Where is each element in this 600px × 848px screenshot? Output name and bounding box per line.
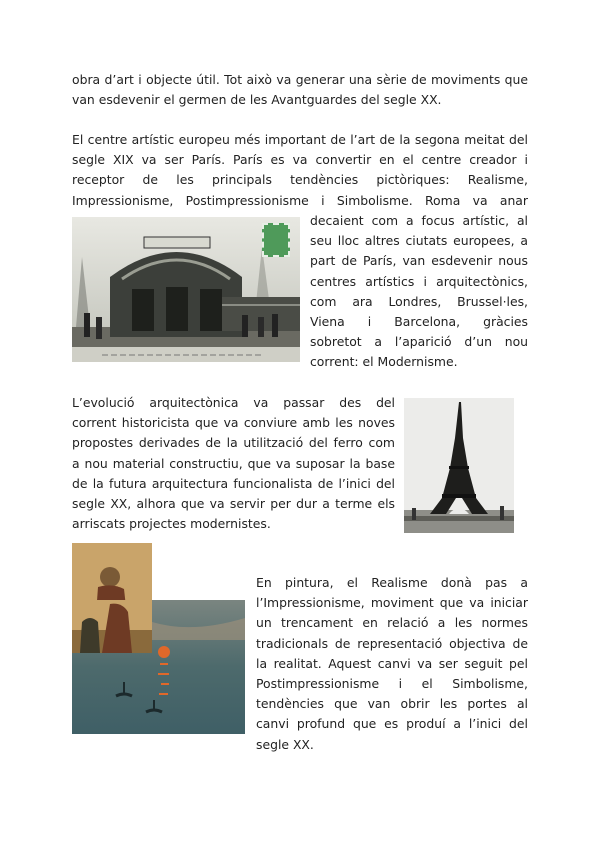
text-line: van esdevenir el germen de les Avantguardes del segle XX. bbox=[72, 92, 442, 108]
text-line: segle XIX va ser París. París es va convertir en el centre creador i bbox=[72, 152, 528, 168]
text-line: la realitat. Aquest canvi va ser seguit pel bbox=[256, 655, 528, 671]
impression-sunrise-painting bbox=[72, 600, 245, 734]
eiffel-tower-photo bbox=[404, 398, 514, 533]
metro-entrance-photo bbox=[72, 217, 300, 362]
text-line: l’Impressionisme, moviment que va iniciar bbox=[256, 595, 528, 611]
paragraph-2-side bbox=[310, 211, 528, 373]
text-line: Viena i Barcelona, gràcies bbox=[310, 314, 528, 330]
text-line: seu lloc altres ciutats europees, a bbox=[310, 233, 528, 249]
paragraph-2 bbox=[72, 130, 528, 211]
text-line: Postimpressionisme i el Simbolisme, bbox=[256, 676, 528, 692]
text-line: com ara Londres, Brussel·les, bbox=[310, 293, 528, 309]
text-line: canvi profund que es produí a l’inici del bbox=[256, 716, 528, 732]
text-line: sobretot a l’aparició d’un nou bbox=[310, 334, 528, 350]
text-line: de la futura arquitectura funcionalista de l’inici del bbox=[72, 475, 395, 491]
text-line: un trencament en relació a les normes bbox=[256, 615, 528, 631]
postage-stamp bbox=[262, 223, 290, 257]
text-line: En pintura, el Realisme donà pas a bbox=[256, 575, 528, 590]
paragraph-4 bbox=[256, 573, 528, 755]
text-line: tradicionals de representació objectiva de bbox=[256, 635, 528, 651]
text-line: segle XX. bbox=[256, 736, 314, 752]
text-line: receptor de les principals tendències pictòriques: Realisme, bbox=[72, 172, 528, 188]
text-line: Impressionisme, Postimpressionisme i Simbolisme. Roma va anar bbox=[72, 192, 528, 208]
text-line: segle XX, alhora que va servir per dur a terme els bbox=[72, 496, 395, 512]
paragraph-3 bbox=[72, 393, 395, 534]
text-line: propostes derivades de la utilització del ferro com bbox=[72, 435, 395, 451]
text-line: decaient com a focus artístic, al bbox=[310, 213, 528, 228]
text-line: corrent: el Modernisme. bbox=[310, 354, 458, 370]
text-line: part de París, van esdevenir nous bbox=[310, 253, 528, 269]
text-line: El centre artístic europeu més important de l’art de la segona meitat del bbox=[72, 132, 528, 147]
text-line: corrent historicista que va conviure amb les noves bbox=[72, 415, 395, 431]
paragraph-1 bbox=[72, 70, 528, 110]
text-line: L’evolució arquitectònica va passar des del bbox=[72, 395, 395, 410]
text-line: a nou material constructiu, que va suposar la base bbox=[72, 455, 395, 471]
text-line: obra d’art i objecte útil. Tot això va generar una sèrie de moviments que bbox=[72, 72, 528, 87]
text-line: centres artístics i arquitectònics, bbox=[310, 273, 528, 289]
text-line: tendències que van obrir les portes al bbox=[256, 696, 528, 712]
text-line: arriscats projectes modernistes. bbox=[72, 516, 271, 532]
